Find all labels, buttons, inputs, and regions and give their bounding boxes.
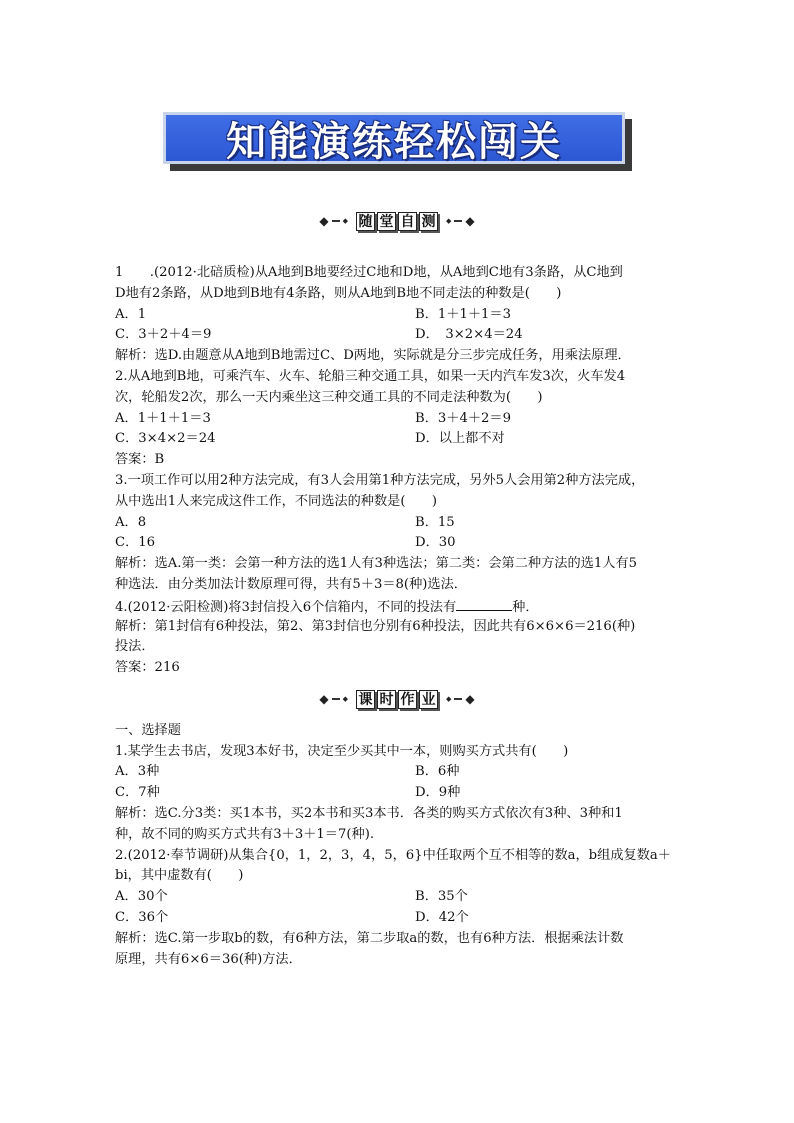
option-c: C．16 [115,535,156,550]
option-d: D．以上都不对 [415,431,505,446]
option-a: A．1＋1＋1＝3 [115,411,211,426]
text-line: 2.(2012·奉节调研)从集合{0，1，2，3，4，5，6}中任取两个互不相等的数a，b组成复数a＋ [115,848,671,863]
text-line: D地有2条路，从D地到B地有4条路，则从A地到B地不同走法的种数是( ) [115,286,562,301]
solution-line: 种，故不同的购买方式共有3＋3＋1＝7(种). [115,827,375,842]
option-d: D．42个 [415,910,469,925]
fill-blank-question [115,597,539,617]
option-c: C．7种 [115,785,160,800]
option-d: D．30 [415,535,456,550]
option-a: A．8 [115,515,147,530]
banner-title: 知能演练轻松闯关 [226,117,562,165]
answer-line: 答案：B [115,452,165,467]
text-line: 2.从A地到B地，可乘汽车、火车、轮船三种交通工具，如果一天内汽车发3次，火车发4 [115,369,626,384]
left-ornament: ◆ ◆ [319,692,348,706]
section-char: 课 [356,690,375,709]
section-char: 堂 [377,212,396,231]
question-text: 4.(2012·云阳检测)将3封信投入6个信箱内，不同的投法有 [115,600,457,615]
option-d: D．9种 [415,785,461,800]
question-text-end: 种． [512,600,539,615]
text-line: 1 .(2012·北碚质检)从A地到B地要经过C地和D地，从A地到C地有3条路，从C地到 [115,265,623,280]
solution-line: 解析：选A.第一类：会第一种方法的选1人有3种选法；第二类：会第二种方法的选1人有5 [115,556,638,571]
section-char: 业 [419,690,438,709]
section-char: 时 [377,690,396,709]
solution-line: 投法． [115,639,155,654]
text-line: 3.一项工作可以用2种方法完成，有3人会用第1种方法完成，另外5人会用第2种方法完成， [115,473,645,488]
option-a: A．3种 [115,764,160,779]
section-header-suitang [0,209,794,233]
solution-line: 原理，共有6×6＝36(种)方法． [115,952,302,967]
option-b: B．15 [415,515,455,530]
option-a: A．30个 [115,889,168,904]
option-c: C．3×4×2＝24 [115,431,216,446]
option-c: C．3＋2＋4＝9 [115,327,212,342]
solution-line: 解析：选C.分3类：买1本书，买2本书和买3本书．各类的购买方式依次有3种、3种和1 [115,806,623,821]
right-ornament: ◆ ◆ [446,214,475,228]
title-banner [163,112,625,164]
section-char: 自 [398,212,417,231]
option-b: B．1＋1＋1＝3 [415,307,512,322]
section-char: 作 [398,690,417,709]
text-line: 次，轮船发2次，那么一天内乘坐这三种交通工具的不同走法种数为( ) [115,390,543,405]
solution-line: 解析：选D.由题意从A地到B地需过C、D两地，实际就是分三步完成任务，用乘法原理． [115,348,631,363]
subsection-title: 一、选择题 [115,723,181,738]
option-b: B．3＋4＋2＝9 [415,411,512,426]
option-d: D． 3×2×4＝24 [415,327,523,342]
solution-line: 种选法．由分类加法计数原理可得，共有5＋3＝8(种)选法． [115,577,467,592]
text-line: bi，其中虚数有( ) [115,868,244,883]
left-ornament: ◆ ◆ [319,214,348,228]
text-line: 从中选出1人来完成这件工作，不同选法的种数是( ) [115,494,437,509]
option-a: A．1 [115,307,147,322]
section-char: 测 [419,212,438,231]
right-ornament: ◆ ◆ [446,692,475,706]
option-b: B．35个 [415,889,468,904]
section-char: 随 [356,212,375,231]
answer-blank [456,597,512,611]
solution-line: 解析：选C.第一步取b的数，有6种方法，第二步取a的数，也有6种方法．根据乘法计数 [115,931,624,946]
option-c: C．36个 [115,910,169,925]
section-header-keshi [0,687,794,711]
solution-line: 解析：第1封信有6种投法，第2、第3封信也分别有6种投法，因此共有6×6×6＝216(种) [115,619,636,634]
text-line: 1.某学生去书店，发现3本好书，决定至少买其中一本，则购买方式共有( ) [115,744,569,759]
option-b: B．6种 [415,764,460,779]
answer-line: 答案：216 [115,660,180,675]
